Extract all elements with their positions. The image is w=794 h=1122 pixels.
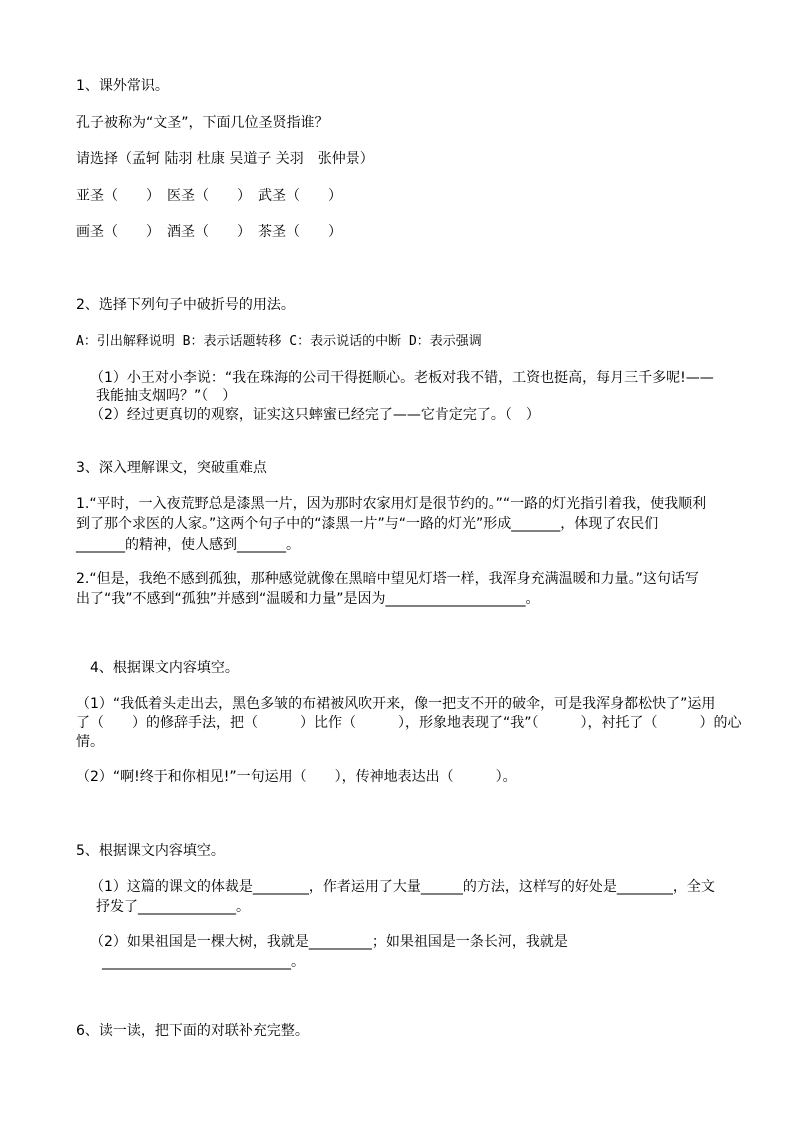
question-4-sentence-1-line-1: （1）“我低着头走出去，黑色多皱的布裙被风吹开来，像一把支不开的破伞，可是我浑身都松快了”运用 [76,696,716,712]
question-3-para-1-line-2: 到了那个求医的人家。”这两个句子中的“漆黑一片”与“一路的灯光”形成_______，体现了农民们 [76,516,659,532]
question-5-sentence-1-line-1: （1）这篇的课文的体裁是________，作者运用了大量______的方法，这样写的好处是________，全文 [90,879,715,895]
question-5-title: 5、根据课文内容填空。 [76,843,225,859]
question-3-para-1-line-1: 1.“平时，一入夜荒野总是漆黑一片，因为那时农家用灯是很节约的。”“一路的灯光指引着我，使我顺利 [76,496,707,512]
question-3-para-2-line-2: 出了“我”不感到“孤独”并感到“温暖和力量”是因为____________________。 [76,591,540,607]
question-5-sentence-2-line-2: ___________________________。 [102,954,305,970]
question-1-title: 1、课外常识。 [76,78,169,94]
question-2-options: A：引出解释说明 B：表示话题转移 C：表示说话的中断 D：表示强调 [76,334,482,349]
question-2-sentence-1-line-2: 我能抽支烟吗？”（ ） [96,388,237,404]
question-4-sentence-1-line-3: 情。 [76,734,104,750]
question-1-choices: 请选择（孟轲 陆羽 杜康 吴道子 关羽 张仲景） [76,151,374,167]
question-2-sentence-2: （2）经过更真切的观察，证实这只蟀蜜已经完了——它肯定完了。（ ） [90,407,540,423]
question-2-title: 2、选择下列句子中破折号的用法。 [76,297,295,313]
question-4-title: 4、根据课文内容填空。 [90,660,239,676]
question-1-row-2: 画圣（ ） 酒圣（ ） 茶圣（ ） [76,224,342,240]
question-3-para-1-line-3: _______的精神，使人感到_______。 [76,537,300,553]
question-1-intro: 孔子被称为“文圣”，下面几位圣贤指谁？ [76,115,329,131]
question-4-sentence-2: （2）“啊!终于和你相见!”一句运用（ ），传神地表达出（ ）。 [76,769,517,785]
question-2-sentence-1-line-1: （1）小王对小李说：“我在珠海的公司干得挺顺心。老板对我不错，工资也挺高，每月三千多呢!—— [90,370,714,386]
question-3-title: 3、深入理解课文，突破重难点 [76,460,267,476]
question-5-sentence-2-line-1: （2）如果祖国是一棵大树，我就是_________；如果祖国是一条长河，我就是 [90,934,568,950]
question-6-title: 6、读一读，把下面的对联补充完整。 [76,1023,309,1039]
question-1-row-1: 亚圣（ ） 医圣（ ） 武圣（ ） [76,188,342,204]
question-4-sentence-1-line-2: 了（ ）的修辞手法，把（ ）比作（ ），形象地表现了“我”（ ），衬托了（ ）的心 [76,715,742,731]
question-3-para-2-line-1: 2.“但是，我绝不感到孤独，那种感觉就像在黑暗中望见灯塔一样，我浑身充满温暖和力量。”这句话写 [76,571,699,587]
question-5-sentence-1-line-2: 抒发了______________。 [96,899,250,915]
